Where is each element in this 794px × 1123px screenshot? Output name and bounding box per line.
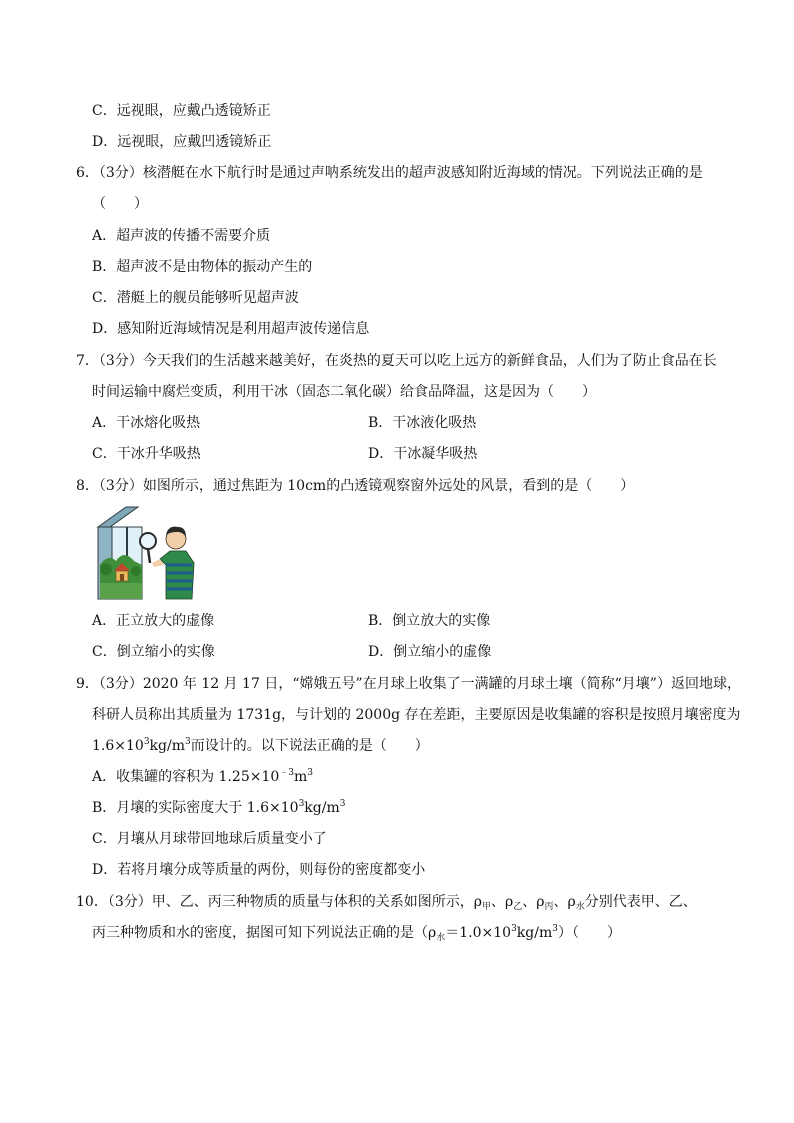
q8-option-d: D．倒立缩小的虚像	[368, 644, 492, 660]
q10-stem-line1-head: 10．（3分）甲、乙、丙三种物质的质量与体积的关系如图所示，	[76, 894, 474, 910]
q6-option-a: A．超声波的传播不需要介质	[92, 228, 271, 244]
boy-with-lens-illustration	[96, 505, 200, 601]
q5-option-c: C．远视眼，应戴凸透镜矫正	[92, 103, 271, 119]
q6-stem: 6．（3分）核潜艇在水下航行时是通过声呐系统发出的超声波感知附近海域的情况。下列说法正确的是	[76, 165, 703, 181]
rho-symbol: ρ	[567, 894, 576, 910]
q9-option-b-unit-exponent: 3	[339, 799, 346, 809]
q7-option-c: C．干冰升华吸热	[92, 446, 201, 462]
rho-symbol: ρ	[504, 894, 514, 910]
separator: 、	[522, 894, 537, 910]
q9-stem-line2: 科研人员称出其质量为 1731g，与计划的 2000g 存在差距，主要原因是收集罐的容积是按照月壤密度为	[92, 707, 741, 723]
q10-stem-line2-head: 丙三种物质和水的密度，据图可知下列说法正确的是（	[92, 925, 428, 941]
q10-unit-exponent: 3	[552, 924, 558, 934]
lens-window-figure	[96, 505, 200, 601]
q7-stem-line1: 7．（3分）今天我们的生活越来越美好，在炎热的夏天可以吃上远方的新鲜食品，人们为了防止食品在长	[76, 353, 717, 369]
rho-symbol: ρ	[428, 925, 437, 941]
q7-stem-line2: 时间运输中腐烂变质，利用干冰（固态二氧化碳）给食品降温，这是因为（ ）	[92, 384, 596, 400]
q9-option-d: D．若将月壤分成等质量的两份，则每份的密度都变小	[92, 862, 426, 878]
q10-stem-line2-tail: ）（ ）	[557, 925, 621, 941]
q9-option-b-exponent: 3	[298, 799, 305, 809]
separator: 、	[553, 894, 568, 910]
q10-density-unit: kg/m	[516, 925, 553, 941]
q9-stem-line3-tail: 而设计的。以下说法正确的是（ ）	[190, 738, 429, 754]
rho-subscript-shui: 水	[575, 902, 585, 912]
q6-answer-paren: （ ）	[92, 196, 148, 212]
rho-symbol: ρ	[536, 894, 545, 910]
q9-density-value: 1.6×10	[92, 738, 144, 754]
q9-unit-exponent: 3	[184, 737, 191, 747]
q6-option-d: D．感知附近海域情况是利用超声波传递信息	[92, 321, 370, 337]
q8-option-c: C．倒立缩小的实像	[92, 644, 215, 660]
q10-stem-line1	[76, 892, 697, 912]
q9-stem-line1: 9．（3分）2020 年 12 月 17 日，“嫦娥五号”在月球上收集了一满罐的月球土壤（简称“月壤”）返回地球，	[76, 676, 741, 692]
q5-option-d: D．远视眼，应戴凹透镜矫正	[92, 134, 272, 150]
rho-symbol: ρ	[473, 894, 482, 910]
rho-subscript-jia: 甲	[481, 902, 491, 912]
q10-stem-line1-tail: 分别代表甲、乙、	[584, 894, 697, 910]
q9-option-c: C．月壤从月球带回地球后质量变小了	[92, 831, 327, 847]
q7-option-d: D．干冰凝华吸热	[368, 446, 478, 462]
q7-option-b: B．干冰液化吸热	[368, 415, 477, 431]
q9-option-b-text: B．月壤的实际密度大于 1.6×10	[92, 800, 299, 816]
q8-option-a: A．正立放大的虚像	[92, 613, 215, 629]
q9-stem-line3	[92, 736, 429, 756]
q10-stem-line2	[92, 923, 621, 943]
q8-stem: 8．（3分）如图所示，通过焦距为 10cm的凸透镜观察窗外远处的风景，看到的是（ ）	[76, 478, 635, 494]
q9-option-a-unit-exponent: 3	[307, 768, 314, 778]
rho-subscript-bing: 丙	[544, 902, 554, 912]
q9-density-unit: kg/m	[149, 738, 185, 754]
q10-water-density: ＝1.0×10	[445, 925, 512, 941]
q9-option-a	[92, 767, 313, 787]
q9-exponent: 3	[143, 737, 150, 747]
rho-subscript-yi: 乙	[513, 902, 523, 912]
q9-option-b	[92, 798, 345, 818]
rho-subscript-shui: 水	[436, 933, 446, 943]
separator: 、	[490, 894, 505, 910]
q9-option-a-exponent: ﹣3	[279, 768, 295, 778]
q7-option-a: A．干冰熔化吸热	[92, 415, 201, 431]
q6-option-b: B．超声波不是由物体的振动产生的	[92, 259, 313, 275]
q8-option-b: B．倒立放大的实像	[368, 613, 491, 629]
q9-option-a-text: A．收集罐的容积为 1.25×10	[92, 769, 280, 785]
q9-option-b-unit: kg/m	[304, 800, 340, 816]
q10-exponent: 3	[511, 924, 517, 934]
q9-option-a-unit: m	[294, 769, 308, 785]
q6-option-c: C．潜艇上的舰员能够听见超声波	[92, 290, 299, 306]
